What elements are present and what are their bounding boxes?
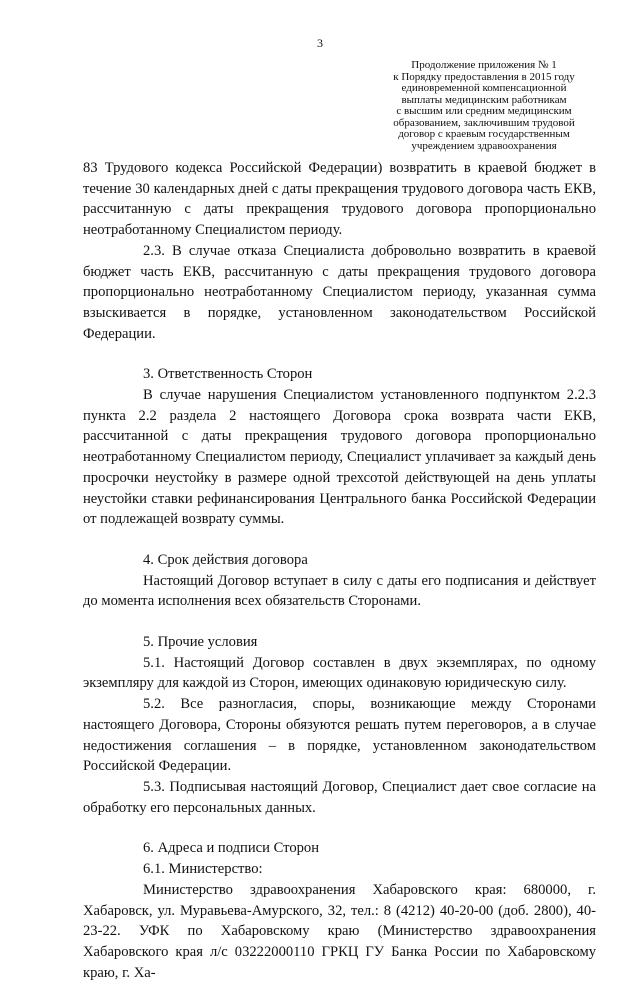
page-number: 3 [317,36,323,50]
appendix-line: единовременной компенсационной [401,82,567,94]
paragraph-6-1: 6.1. Министерство: [143,861,263,878]
paragraph-5-3: 5.3. Подписывая настоящий Договор, Специалист дает свое согласие на обработку его персональных данных. [83,778,596,816]
appendix-line: с высшим или средним медицинским [396,105,572,117]
appendix-line: Продолжение приложения № 1 [411,59,557,71]
appendix-line: учреждением здравоохранения [411,139,557,152]
appendix-line: образованием, заключившим трудовой [393,116,575,129]
document-body [83,158,596,983]
paragraph-5-2: 5.2. Все разногласия, споры, возникающие между Сторонами настоящего Договора, Стороны обязуются решать путем переговоров, а в случае недостижения соглашения – в порядке, установленном законодательством Российской Федерации. [83,696,596,775]
paragraph-3: В случае нарушения Специалистом установленного подпунктом 2.2.3 пункта 2.2 раздела 2 настоящего Договора срока возврата части ЕКВ, рассчитанной с даты прекращения трудового договора пропорционально неотработанному Специалистом периоду, Специалист уплачивает за каждый день просрочки неустойку в размере одной трехсотой действующей на день уплаты неустойки ставки рефинансирования Центрального банка Российской Федерации от подлежащей возврату суммы. [83,387,596,528]
paragraph-4: Настоящий Договор вступает в силу с даты его подписания и действует до момента исполнения всех обязательств Сторонами. [83,572,596,610]
appendix-line: выплаты медицинским работникам [401,93,567,106]
paragraph-2-2-cont: 83 Трудового кодекса Российской Федерации) возвратить в краевой бюджет в течение 30 календарных дней с даты прекращения трудового договора часть ЕКВ, рассчитанную с даты прекращения трудового договора пропорционально неотработанному Специалистом периоду. [83,160,596,239]
paragraph-ministry-details: Министерство здравоохранения Хабаровского края: 680000, г. Хабаровск, ул. Муравьева-Амурского, 32, тел.: 8 (4212) 40-20-00 (доб. 2800), 40-23-22. УФК по Хабаровскому краю (Министерство здравоохранения Хабаровского края л/с 03222000110 ГРКЦ ГУ Банка России по Хабаровскому краю, г. Ха- [83,881,596,981]
appendix-line: к Порядку предоставления в 2015 году [393,70,575,83]
section-heading-5: 5. Прочие условия [143,634,258,651]
section-heading-3: 3. Ответственность Сторон [143,366,313,383]
appendix-note [384,60,584,152]
paragraph-5-1: 5.1. Настоящий Договор составлен в двух экземплярах, по одному экземпляру для каждой из Сторон, имеющих одинаковую юридическую силу. [83,654,596,692]
paragraph-2-3: 2.3. В случае отказа Специалиста добровольно возвратить в краевой бюджет часть ЕКВ, рассчитанную с даты прекращения трудового договора пропорционально неотработанному Специалистом периоду, указанная сумма взыскивается в порядке, установленном законодательством Российской Федерации. [83,242,596,342]
section-heading-4: 4. Срок действия договора [143,551,308,568]
section-heading-6: 6. Адреса и подписи Сторон [143,840,320,857]
appendix-line: договор с краевым государственным [398,128,570,140]
